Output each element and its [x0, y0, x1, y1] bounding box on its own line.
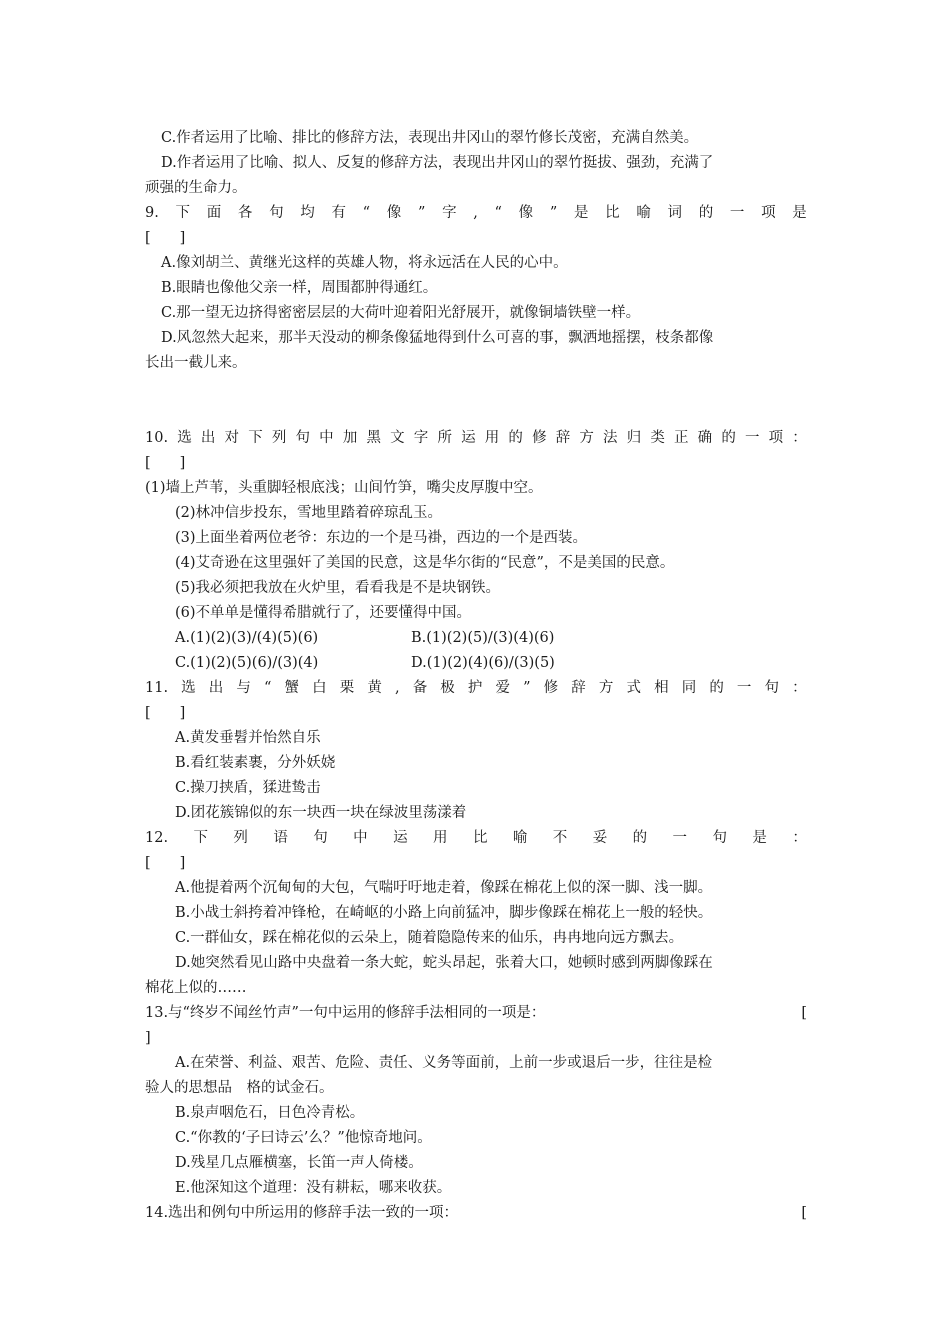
q11-stem-char: 的	[709, 680, 724, 696]
q11-stem-char: 出	[208, 680, 224, 696]
q9-stem-char: “	[494, 205, 502, 221]
q11-stem-char: ,	[394, 680, 400, 696]
q12-stem-char: 下	[193, 830, 208, 846]
q10-stem-char: 加	[342, 430, 358, 446]
q8-option-d-line2: 顽强的生命力。	[145, 180, 247, 196]
q10-stem-char: 对	[224, 430, 240, 446]
q11-stem	[145, 678, 807, 698]
q10-option-a: A.(1)(2)(3)/(4)(5)(6)	[175, 630, 319, 646]
q10-stem-char: 辞	[555, 430, 571, 446]
q9-bracket: [ ]	[145, 230, 186, 246]
q9-stem-char: 9.	[145, 205, 159, 221]
q11-stem-char: 方	[598, 680, 614, 696]
q12-stem-char: 12.	[145, 830, 169, 846]
q9-option-d-line2: 长出一截儿来。	[145, 355, 247, 371]
q10-stem-char: 中	[319, 430, 334, 446]
q11-option-d: D.团花簇锦似的东一块西一块在绿波里荡漾着	[175, 805, 467, 821]
q10-stem-char: 10.	[145, 430, 169, 446]
q13-bracket-open: [	[801, 1005, 807, 1021]
q10-sentence-4: (4)艾奇逊在这里强奸了美国的民意，这是华尔街的“民意”，不是美国的民意。	[175, 555, 675, 571]
q13-option-a-line2: 验人的思想品 格的试金石。	[145, 1080, 334, 1096]
q10-stem-char: 句	[295, 430, 310, 446]
q11-stem-char: 黄	[367, 680, 382, 696]
q14-bracket-open: [	[801, 1205, 807, 1221]
q12-stem-char: 妥	[592, 830, 608, 846]
q8-option-c: C.作者运用了比喻、排比的修辞方法，表现出井冈山的翠竹修长茂密，充满自然美。	[161, 130, 699, 146]
q10-stem-char: 的	[508, 430, 523, 446]
q10-stem-char: 正	[674, 430, 689, 446]
q9-stem-char: ,	[473, 205, 478, 221]
q10-option-b: B.(1)(2)(5)/(3)(4)(6)	[411, 630, 555, 646]
q9-stem-char: 比	[605, 205, 620, 221]
q12-stem-char: 运	[393, 830, 408, 846]
q11-stem-char: 白	[312, 680, 327, 696]
q12-stem	[145, 828, 807, 848]
q9-stem-char: 是	[573, 205, 589, 221]
q9-stem-char: 喻	[636, 205, 651, 221]
q10-stem-char: 用	[484, 430, 500, 446]
q9-option-d-line1: D.风忽然大起来，那半天没动的柳条像猛地得到什么可喜的事，飘洒地摇摆，枝条都像	[161, 330, 714, 346]
q11-stem-char: 同	[681, 680, 697, 696]
q10-stem-char: 方	[579, 430, 594, 446]
q9-stem-char: 字	[442, 205, 457, 221]
q13-option-c: C.“你教的‘子曰诗云’么？”他惊奇地问。	[175, 1130, 432, 1146]
q9-option-a: A.像刘胡兰、黄继光这样的英雄人物，将永远活在人民的心中。	[161, 255, 568, 271]
q10-stem-char: 出	[200, 430, 216, 446]
q12-stem-char: 比	[472, 830, 488, 846]
q10-stem	[145, 428, 807, 448]
q9-stem-char: 下	[175, 205, 191, 221]
q10-stem-char: 文	[390, 430, 405, 446]
q13-option-e: E.他深知这个道理：没有耕耘，哪来收获。	[175, 1180, 452, 1196]
q9-stem-char: ”	[549, 205, 558, 221]
q10-stem-char: 确	[697, 430, 713, 446]
q10-stem-char: 下	[248, 430, 263, 446]
q12-option-d-line1: D.她突然看见山路中央盘着一条大蛇，蛇头昂起，张着大口，她顿时感到两脚像踩在	[175, 955, 713, 971]
q11-stem-char: 备	[412, 680, 428, 696]
q11-bracket: [ ]	[145, 705, 186, 721]
q11-stem-char: 爱	[495, 680, 511, 696]
q10-stem-char: 选	[177, 430, 192, 446]
q9-stem-char: 有	[331, 205, 346, 221]
q10-option-d: D.(1)(2)(4)(6)/(3)(5)	[411, 655, 555, 671]
q12-stem-char: 是	[752, 830, 767, 846]
q11-stem-char: 选	[181, 680, 196, 696]
q12-stem-char: ：	[792, 830, 807, 846]
q10-stem-char: 修	[532, 430, 547, 446]
q10-stem-char: 归	[626, 430, 642, 446]
q11-stem-char: 句	[764, 680, 780, 696]
q10-stem-char: 法	[603, 430, 618, 446]
q11-stem-char: 11.	[145, 680, 169, 696]
q9-stem-char: 是	[792, 205, 807, 221]
q11-stem-char: 蟹	[284, 680, 300, 696]
q9-stem-char: 均	[300, 205, 315, 221]
q9-stem-char: 一	[729, 205, 745, 221]
q11-stem-char: 极	[440, 680, 455, 696]
q12-stem-char: 喻	[512, 830, 528, 846]
q11-option-a: A.黄发垂髫并怡然自乐	[175, 730, 321, 746]
q11-stem-char: 相	[654, 680, 669, 696]
q11-stem-char: ：	[792, 680, 807, 696]
q11-stem-char: “	[264, 680, 272, 696]
q14-stem-line	[145, 1203, 807, 1223]
q13-option-d: D.残星几点雁横塞，长笛一声人倚楼。	[175, 1155, 423, 1171]
q9-stem-char: 句	[269, 205, 284, 221]
q10-options-row2	[175, 653, 807, 673]
q9-stem	[145, 203, 807, 223]
q10-stem-char: 一	[744, 430, 760, 446]
q9-option-c: C.那一望无边挤得密密层层的大荷叶迎着阳光舒展开，就像铜墙铁壁一样。	[161, 305, 641, 321]
q10-sentence-3: (3)上面坐着两位老爷：东边的一个是马褂，西边的一个是西装。	[175, 530, 588, 546]
q10-sentence-6: (6)不单单是懂得希腊就行了，还要懂得中国。	[175, 605, 472, 621]
q10-stem-char: 的	[721, 430, 736, 446]
q10-stem-char: 类	[650, 430, 665, 446]
q11-option-b: B.看红装素裹，分外妖娆	[175, 755, 336, 771]
q9-stem-char: 的	[698, 205, 714, 221]
q13-stem: 13.与“终岁不闻丝竹声”一句中运用的修辞手法相同的一项是：	[145, 1005, 546, 1021]
q9-stem-char: 项	[761, 205, 776, 221]
q12-stem-char: 句	[313, 830, 328, 846]
q12-stem-char: 一	[672, 830, 688, 846]
q12-option-c: C.一群仙女，踩在棉花似的云朵上，随着隐隐传来的仙乐，冉冉地向远方飘去。	[175, 930, 684, 946]
q10-stem-char: ：	[792, 430, 807, 446]
q14-stem: 14.选出和例句中所运用的修辞手法一致的一项：	[145, 1205, 459, 1221]
q10-stem-char: 黑	[366, 430, 381, 446]
q12-bracket: [ ]	[145, 855, 186, 871]
q8-option-d-line1: D.作者运用了比喻、拟人、反复的修辞方法，表现出井冈山的翠竹挺拔、强劲，充满了	[161, 155, 714, 171]
q12-stem-char: 不	[552, 830, 568, 846]
q11-stem-char: 一	[736, 680, 752, 696]
q10-sentence-5: (5)我必须把我放在火炉里，看看我是不是块钢铁。	[175, 580, 501, 596]
q9-stem-char: 像	[386, 205, 402, 221]
q9-stem-char: 词	[667, 205, 683, 221]
q10-stem-char: 项	[768, 430, 784, 446]
q10-sentence-2: (2)林冲信步投东，雪地里踏着碎琼乱玉。	[175, 505, 443, 521]
q9-stem-char: 各	[237, 205, 253, 221]
q12-stem-char: 列	[233, 830, 248, 846]
q11-stem-char: 栗	[339, 680, 355, 696]
q10-option-c: C.(1)(2)(5)(6)/(3)(4)	[175, 655, 319, 671]
q12-stem-char: 的	[632, 830, 648, 846]
q10-stem-char: 运	[461, 430, 476, 446]
q13-stem-line	[145, 1003, 807, 1023]
q12-stem-char: 句	[712, 830, 727, 846]
q11-stem-char: 辞	[571, 680, 586, 696]
q11-stem-char: 式	[626, 680, 641, 696]
q11-stem-char: 与	[236, 680, 251, 696]
q9-option-b: B.眼睛也像他父亲一样，周围都肿得通红。	[161, 280, 438, 296]
q11-stem-char: 修	[543, 680, 559, 696]
q13-option-a-line1: A.在荣誉、利益、艰苦、危险、责任、义务等面前，上前一步或退后一步，往往是检	[175, 1055, 713, 1071]
q12-stem-char: 语	[273, 830, 288, 846]
q10-bracket: [ ]	[145, 455, 186, 471]
q12-stem-char: 中	[353, 830, 368, 846]
q9-stem-char: ”	[417, 205, 426, 221]
q12-option-a: A.他提着两个沉甸甸的大包，气喘吁吁地走着，像踩在棉花上似的深一脚、浅一脚。	[175, 880, 713, 896]
q11-stem-char: 护	[467, 680, 483, 696]
q12-option-d-line2: 棉花上似的……	[145, 980, 247, 996]
q13-option-b: B.泉声咽危石，日色冷青松。	[175, 1105, 365, 1121]
q13-bracket-close: ]	[145, 1030, 151, 1046]
q10-stem-char: 列	[271, 430, 287, 446]
q10-stem-char: 字	[413, 430, 429, 446]
q12-stem-char: 用	[433, 830, 448, 846]
q10-stem-char: 所	[437, 430, 452, 446]
q10-options-row1	[175, 628, 807, 648]
q11-stem-char: ”	[523, 680, 531, 696]
q9-stem-char: “	[362, 205, 371, 221]
q11-option-c: C.操刀挟盾，猱进鸷击	[175, 780, 321, 796]
q10-sentence-1: (1)墙上芦苇，头重脚轻根底浅；山间竹笋，嘴尖皮厚腹中空。	[145, 480, 543, 496]
q9-stem-char: 像	[518, 205, 534, 221]
q12-option-b: B.小战士斜挎着冲锋枪，在崎岖的小路上向前猛冲，脚步像踩在棉花上一般的轻快。	[175, 905, 713, 921]
q9-stem-char: 面	[206, 205, 222, 221]
